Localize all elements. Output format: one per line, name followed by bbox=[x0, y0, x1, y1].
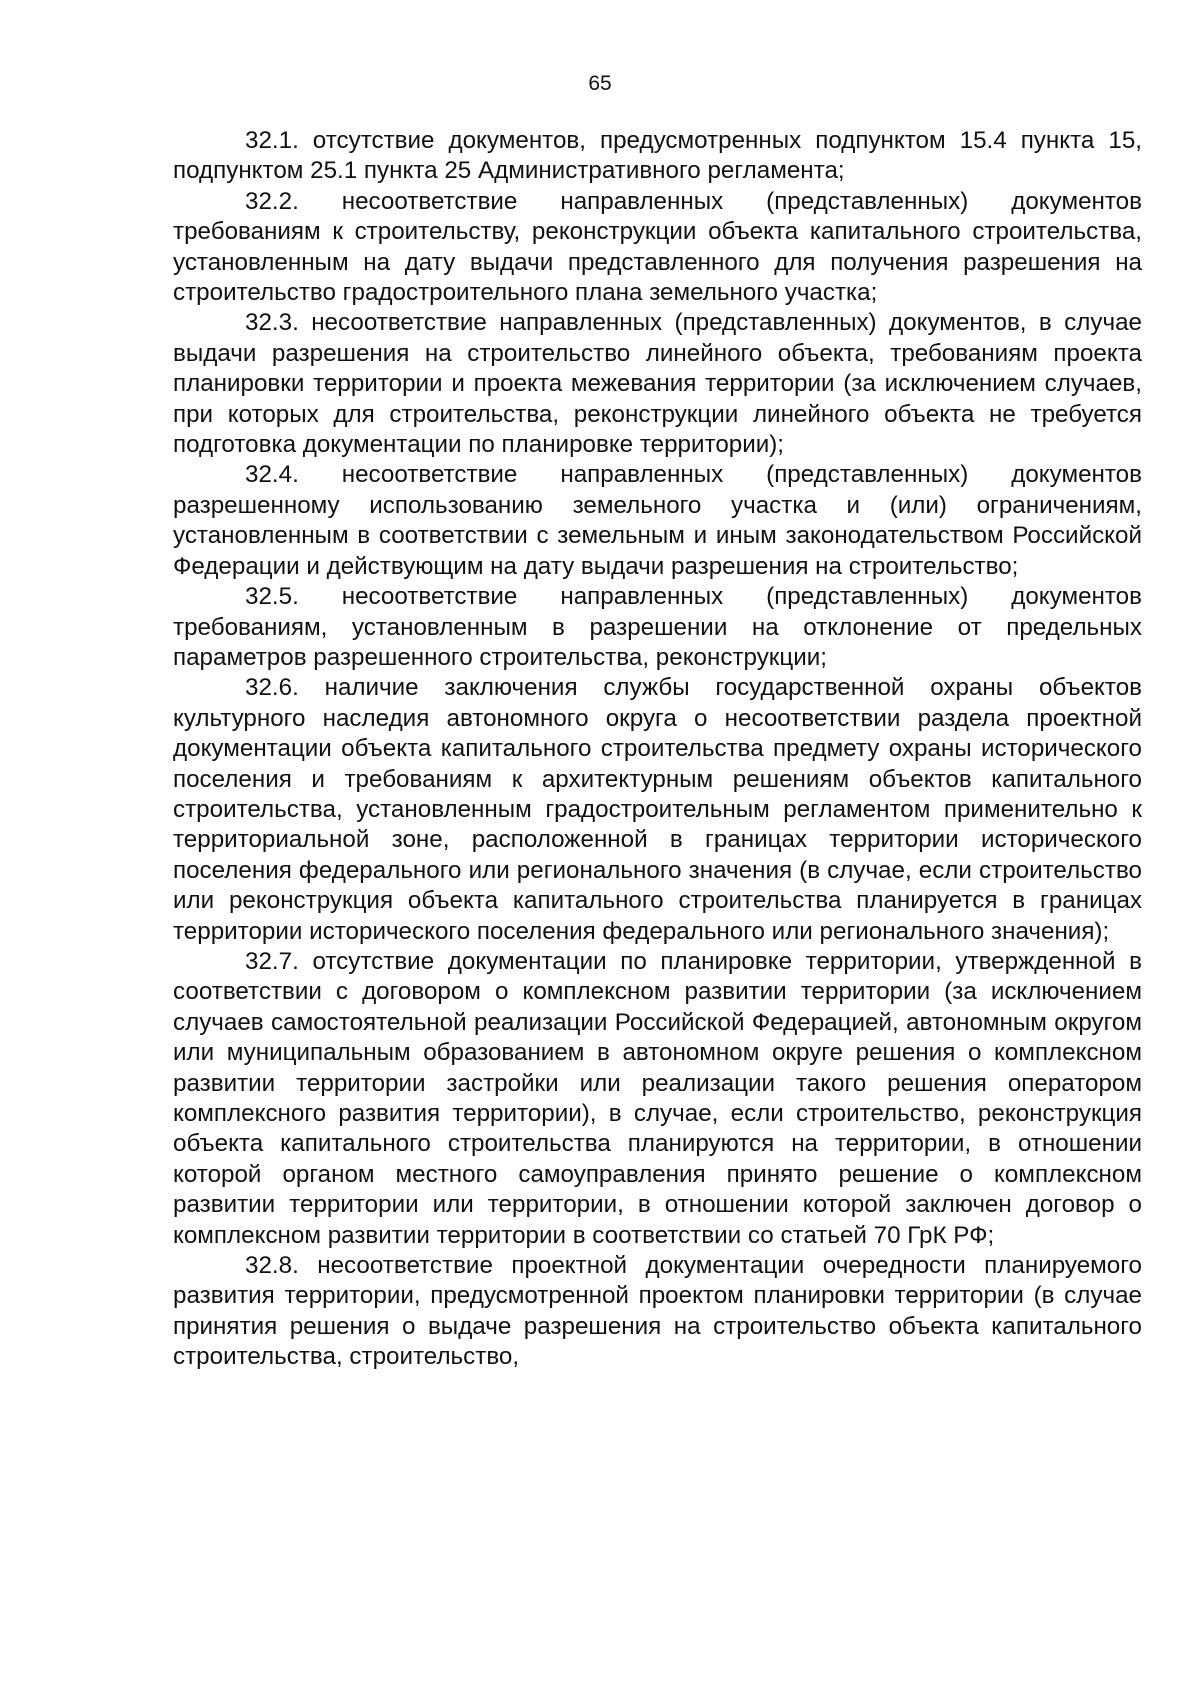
paragraph-32-6: 32.6. наличие заключения службы государственной охраны объектов культурного наследия автономного округа о несоответствии раздела проектной документации объекта капитального строительства предмету охраны исторического поселения и требованиям к архитектурным решениям объектов капитального строительства, установленным градостроительным регламентом применительно к территориальной зоне, расположенной в границах территории исторического поселения федерального или регионального значения (в случае, если строительство или реконструкция объекта капитального строительства планируется в границах территории исторического поселения федерального или регионального значения); bbox=[173, 674, 1142, 945]
document-body bbox=[173, 126, 1142, 1373]
paragraph-32-4: 32.4. несоответствие направленных (представленных) документов разрешенному использованию земельного участка и (или) ограничениям, установленным в соответствии с земельным и иным законодательством Российской Федерации и действующим на дату выдачи разрешения на строительство; bbox=[173, 461, 1142, 580]
paragraph-32-2: 32.2. несоответствие направленных (представленных) документов требованиям к строительству, реконструкции объекта капитального строительства, установленным на дату выдачи представленного для получения разрешения на строительство градостроительного плана земельного участка; bbox=[173, 187, 1142, 307]
page-number: 65 bbox=[588, 72, 612, 95]
paragraph-32-3: 32.3. несоответствие направленных (представленных) документов, в случае выдачи разрешения на строительство линейного объекта, требованиям проекта планировки территории и проекта межевания территории (за исключением случаев, при которых для строительства, реконструкции линейного объекта не требуется подготовка документации по планировке территории); bbox=[173, 309, 1142, 459]
paragraph-32-5: 32.5. несоответствие направленных (представленных) документов требованиям, установленным в разрешении на отклонение от предельных параметров разрешенного строительства, реконструкции; bbox=[173, 583, 1142, 671]
paragraph-32-1: 32.1. отсутствие документов, предусмотренных подпунктом 15.4 пункта 15, подпунктом 25.1 пункта 25 Административного регламента; bbox=[173, 127, 1142, 185]
paragraph-32-7: 32.7. отсутствие документации по планировке территории, утвержденной в соответствии с договором о комплексном развитии территории (за исключением случаев самостоятельной реализации Российской Федерацией, автономным округом или муниципальным образованием в автономном округе решения о комплексном развитии территории застройки или реализации такого решения оператором комплексного развития территории), в случае, если строительство, реконструкция объекта капитального строительства планируются на территории, в отношении которой органом местного самоуправления принято решение о комплексном развитии территории или территории, в отношении которой заключен договор о комплексном развитии территории в соответствии со статьей 70 ГрК РФ; bbox=[173, 947, 1142, 1249]
paragraph-32-8: 32.8. несоответствие проектной документации очередности планируемого развития территории, предусмотренной проектом планировки территории (в случае принятия решения о выдаче разрешения на строительство объекта капитального строительства, строительство, bbox=[173, 1252, 1142, 1371]
